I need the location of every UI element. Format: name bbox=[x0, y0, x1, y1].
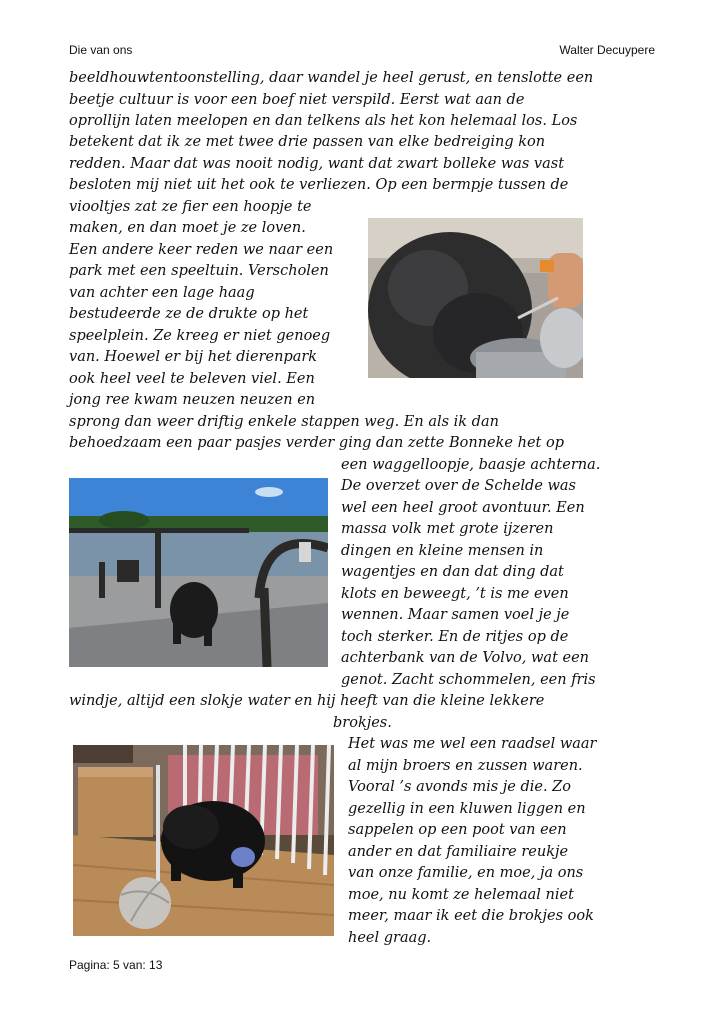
body-line: sprong dan weer driftig enkele stappen weg. En als ik dan bbox=[69, 414, 499, 430]
body-line: besloten mij niet uit het ook te verliezen. Op een bermpje tussen de bbox=[69, 177, 569, 193]
body-line: oprollijn laten meelopen en dan telkens als het kon helemaal los. Los bbox=[69, 113, 578, 129]
body-line: brokjes. bbox=[333, 715, 392, 731]
body-line: klots en beweegt, ’t is me even bbox=[341, 586, 569, 602]
body-line: van onze familie, en moe, ja ons bbox=[348, 865, 584, 881]
body-line: viooltjes zat ze fier een hoopje te bbox=[69, 199, 312, 215]
body-line: beetje cultuur is voor een boef niet verspild. Eerst wat aan de bbox=[69, 92, 525, 108]
body-line: Vooral ’s avonds mis je die. Zo bbox=[348, 779, 571, 795]
photo-dog-in-playpen bbox=[73, 745, 334, 936]
body-line: maken, en dan moet je ze loven. bbox=[69, 220, 306, 236]
body-line: Een andere keer reden we naar een bbox=[69, 242, 334, 258]
body-line: park met een speeltuin. Verscholen bbox=[69, 263, 329, 279]
body-line: speelplein. Ze kreeg er niet genoeg bbox=[69, 328, 331, 344]
body-line: wagentjes en dan dat ding dat bbox=[341, 564, 564, 580]
body-line: van. Hoewel er bij het dierenpark bbox=[69, 349, 318, 365]
body-line: ook heel veel te beleven viel. Een bbox=[69, 371, 315, 387]
body-line: massa volk met grote ijzeren bbox=[341, 521, 554, 537]
body-line: Het was me wel een raadsel waar bbox=[348, 736, 597, 752]
header-title: Die van ons bbox=[69, 43, 133, 57]
photo-dog-on-ferry bbox=[69, 478, 328, 667]
body-line: moe, nu komt ze helemaal niet bbox=[348, 887, 574, 903]
body-line: heel graag. bbox=[348, 930, 432, 946]
body-line: windje, altijd een slokje water en hij heeft van die kleine lekkere bbox=[69, 693, 545, 709]
photo-dog-with-pot bbox=[368, 218, 583, 378]
body-line: achterbank van de Volvo, wat een bbox=[341, 650, 590, 666]
body-line: behoedzaam een paar pasjes verder ging dan zette Bonneke het op bbox=[69, 435, 564, 451]
body-line: genot. Zacht schommelen, een fris bbox=[341, 672, 596, 688]
body-line: wennen. Maar samen voel je je bbox=[341, 607, 570, 623]
body-line: ander en dat familiaire reukje bbox=[348, 844, 569, 860]
body-line: jong ree kwam neuzen neuzen en bbox=[69, 392, 316, 408]
body-line: wel een heel groot avontuur. Een bbox=[341, 500, 585, 516]
body-line: dingen en kleine mensen in bbox=[341, 543, 544, 559]
body-line: De overzet over de Schelde was bbox=[341, 478, 577, 494]
body-line: gezellig in een kluwen liggen en bbox=[348, 801, 586, 817]
body-line: beeldhouwtentoonstelling, daar wandel je heel gerust, en tenslotte een bbox=[69, 70, 594, 86]
body-line: toch sterker. En de ritjes op de bbox=[341, 629, 569, 645]
body-line: betekent dat ik ze met twee drie passen van elke bedreiging kon bbox=[69, 134, 546, 150]
page-number: Pagina: 5 van: 13 bbox=[69, 958, 163, 972]
body-line: van achter een lage haag bbox=[69, 285, 255, 301]
body-line: bestudeerde ze de drukte op het bbox=[69, 306, 309, 322]
body-line: al mijn broers en zussen waren. bbox=[348, 758, 583, 774]
header-author: Walter Decuypere bbox=[559, 43, 655, 57]
body-line: een waggelloopje, baasje achterna. bbox=[341, 457, 601, 473]
body-line: redden. Maar dat was nooit nodig, want dat zwart bolleke was vast bbox=[69, 156, 565, 172]
body-line: sappelen op een poot van een bbox=[348, 822, 567, 838]
body-line: meer, maar ik eet die brokjes ook bbox=[348, 908, 594, 924]
